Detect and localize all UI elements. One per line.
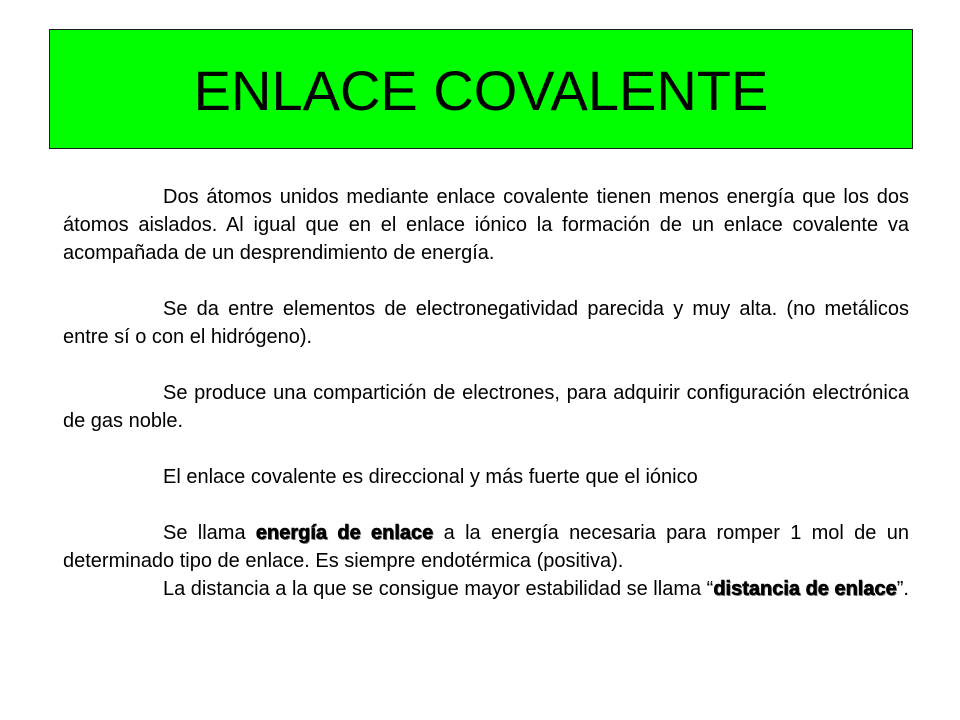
bond-energy-term: energía de enlace bbox=[255, 522, 434, 544]
paragraph-spacer bbox=[63, 435, 909, 463]
paragraph-directional: El enlace covalente es direccional y más fuerte que el iónico bbox=[163, 466, 698, 488]
bond-distance-after: ”. bbox=[896, 578, 909, 600]
bond-energy-before: Se llama bbox=[163, 522, 256, 544]
paragraph-energy: Dos átomos unidos mediante enlace covalente tienen menos energía que los dos átomos aislados. Al igual que en el enlace iónico la formación de un enlace covalente va acompañada de un desprendimiento de energía. bbox=[63, 186, 909, 264]
paragraph-bond-energy bbox=[63, 519, 909, 575]
paragraph-spacer bbox=[63, 267, 909, 295]
paragraph-sharing: Se produce una compartición de electrones, para adquirir configuración electrónica de gas noble. bbox=[63, 382, 909, 432]
paragraph-spacer bbox=[63, 351, 909, 379]
bond-distance-term: distancia de enlace bbox=[713, 578, 897, 600]
title-banner bbox=[49, 29, 913, 149]
bond-energy-after: a la energía necesaria para romper 1 mol de un determinado tipo de enlace. Es siempre endotérmica (positiva). bbox=[63, 522, 909, 572]
bond-distance-before: La distancia a la que se consigue mayor estabilidad se llama “ bbox=[163, 578, 714, 600]
slide-title: ENLACE COVALENTE bbox=[193, 59, 769, 122]
slide-body bbox=[63, 183, 909, 603]
paragraph-bond-distance bbox=[63, 575, 909, 603]
paragraph-spacer bbox=[63, 491, 909, 519]
paragraph-electronegativity: Se da entre elementos de electronegatividad parecida y muy alta. (no metálicos entre sí o con el hidrógeno). bbox=[63, 298, 909, 348]
